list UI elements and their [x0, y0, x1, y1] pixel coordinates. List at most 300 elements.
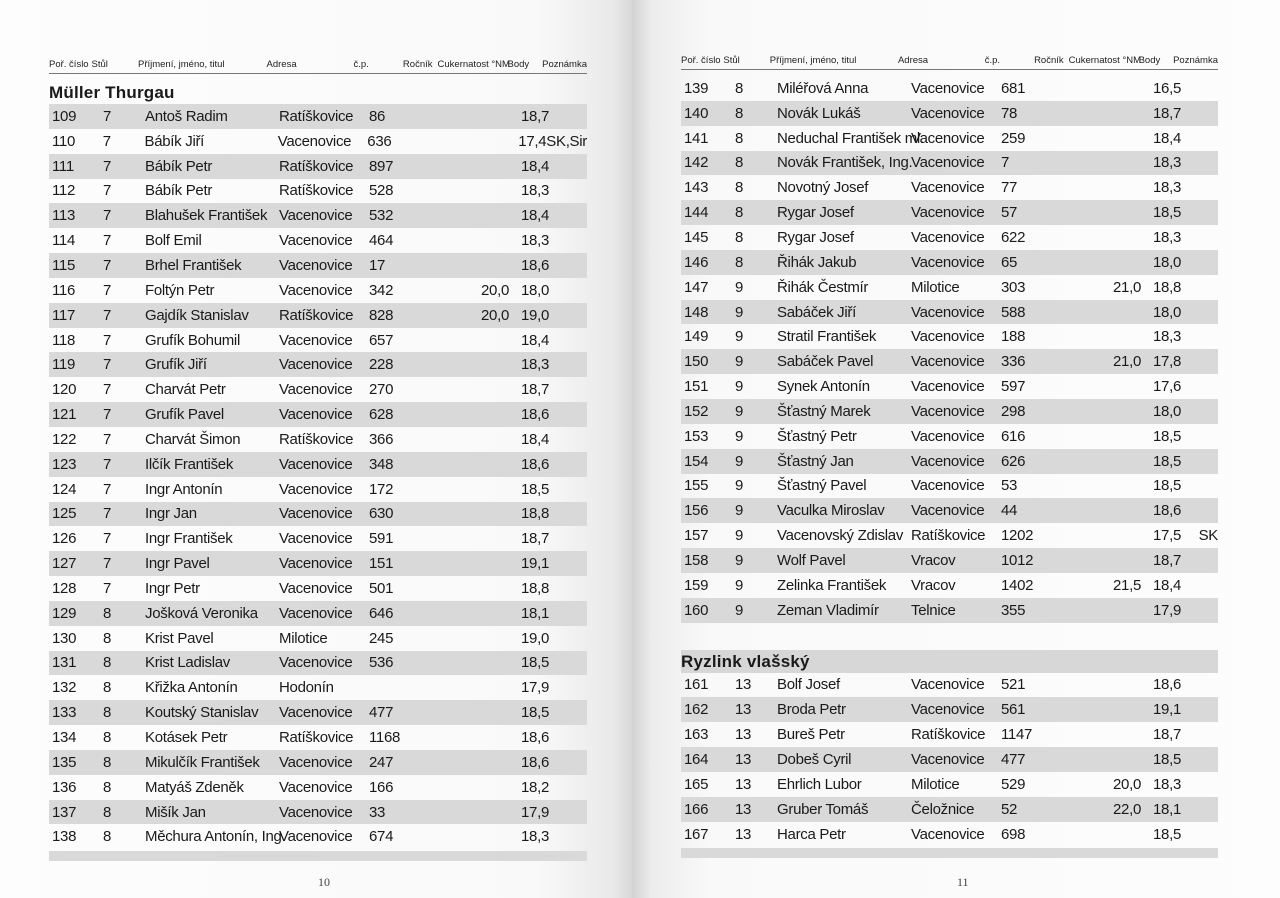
row-table: 7 [103, 356, 112, 374]
row-number: 165 [684, 775, 709, 793]
row-points: 18,5 [521, 704, 549, 722]
row-number: 154 [684, 452, 709, 470]
row-table: 8 [735, 253, 744, 271]
row-address: Vacenovice [911, 204, 985, 222]
row-name: Řihák Jakub [777, 253, 857, 271]
row-address: Čeložnice [911, 800, 975, 818]
row-table: 7 [102, 132, 111, 150]
row-number: 140 [684, 104, 709, 122]
table-row [49, 104, 587, 129]
row-points: 18,4 [521, 331, 549, 349]
row-points: 17,8 [1153, 353, 1181, 371]
row-sugar: 22,0 [1113, 800, 1141, 818]
row-points: 18,4 [521, 157, 549, 175]
row-number: 129 [52, 604, 77, 622]
table-row [49, 502, 587, 527]
row-name: Blahušek František [145, 207, 268, 225]
row-table: 8 [103, 629, 112, 647]
row-number: 137 [52, 803, 77, 821]
row-table: 8 [735, 204, 744, 222]
row-table: 8 [103, 753, 112, 771]
row-name: Novák Lukáš [777, 104, 861, 122]
row-address: Vacenovice [279, 455, 353, 473]
row-name: Grufík Jiří [145, 356, 207, 374]
row-name: Mišík Jan [145, 803, 206, 821]
row-name: Bábík Petr [145, 182, 213, 200]
row-address: Ratíškovice [279, 157, 354, 175]
header-note: Poznámka [1173, 55, 1218, 66]
row-table: 8 [103, 778, 112, 796]
row-name: Ingr František [145, 530, 233, 548]
table-row [681, 772, 1218, 797]
row-points: 18,7 [1153, 104, 1181, 122]
row-number: 157 [684, 527, 709, 545]
row-table: 7 [103, 381, 112, 399]
row-address: Ratíškovice [279, 306, 354, 324]
row-name: Šťastný Petr [777, 427, 857, 445]
row-table: 9 [735, 278, 744, 296]
row-name: Bureš Petr [777, 726, 845, 744]
table-row [49, 228, 587, 253]
row-cp: 628 [369, 406, 394, 424]
row-cp: 477 [1001, 751, 1026, 769]
row-points: 18,5 [521, 654, 549, 672]
table-row [681, 449, 1218, 474]
row-number: 152 [684, 402, 709, 420]
table-row [681, 548, 1218, 573]
header-table: Stůl [91, 59, 108, 70]
row-number: 150 [684, 353, 709, 371]
row-number: 145 [684, 228, 709, 246]
row-cp: 348 [369, 455, 394, 473]
header-year: Ročník [402, 59, 433, 70]
row-points: 18,5 [1153, 427, 1181, 445]
row-points: 19,1 [1153, 701, 1181, 719]
table-row [49, 278, 587, 303]
table-row [681, 797, 1218, 822]
column-header [49, 48, 587, 74]
row-table: 7 [103, 579, 112, 597]
row-points: 18,6 [1153, 676, 1181, 694]
row-number: 163 [684, 726, 709, 744]
row-address: Vacenovice [911, 228, 985, 246]
row-points: 18,6 [521, 729, 549, 747]
row-cp: 245 [369, 629, 394, 647]
row-name: Šťastný Jan [777, 452, 854, 470]
row-table: 9 [735, 576, 744, 594]
row-points: 17,5 [1153, 527, 1181, 545]
row-name: Stratil František [777, 328, 877, 346]
row-name: Bábík Jiří [144, 132, 205, 150]
page-number: 11 [957, 875, 969, 889]
row-address: Vacenovice [911, 303, 985, 321]
row-number: 133 [52, 704, 77, 722]
row-cp: 657 [369, 331, 394, 349]
table-row [49, 551, 587, 576]
row-table: 7 [103, 331, 112, 349]
row-points: 18,0 [521, 281, 549, 299]
row-points: 18,8 [521, 505, 549, 523]
row-points: 18,7 [521, 530, 549, 548]
row-points: 18,7 [1153, 726, 1181, 744]
section-title: Ryzlink vlašský [681, 650, 1218, 673]
row-address: Vacenovice [279, 828, 353, 846]
row-address: Vacenovice [279, 256, 353, 274]
row-name: Harca Petr [777, 825, 846, 843]
row-points: 18,5 [1153, 825, 1181, 843]
row-name: Wolf Pavel [777, 551, 846, 569]
row-cp: 1402 [1001, 576, 1034, 594]
table-row [49, 824, 587, 849]
row-address: Vacenovice [911, 253, 985, 271]
table-row [49, 800, 587, 825]
row-cp: 521 [1001, 676, 1026, 694]
row-points: 18,5 [1153, 452, 1181, 470]
row-address: Vacenovice [279, 381, 353, 399]
row-name: Broda Petr [777, 701, 846, 719]
row-number: 119 [52, 356, 76, 374]
row-number: 147 [684, 278, 709, 296]
row-number: 136 [52, 778, 77, 796]
row-cp: 355 [1001, 601, 1026, 619]
row-table: 7 [103, 232, 112, 250]
row-address: Hodonín [279, 679, 334, 697]
row-address: Vacenovice [911, 179, 985, 197]
row-cp: 897 [369, 157, 394, 175]
row-number: 138 [52, 828, 77, 846]
header-name: Příjmení, jméno, titul [137, 59, 225, 70]
row-cp: 501 [369, 579, 394, 597]
row-number: 144 [684, 204, 709, 222]
row-address: Vacenovice [911, 427, 985, 445]
bottom-strip [49, 851, 587, 861]
row-name: Rygar Josef [777, 204, 854, 222]
row-address: Vacenovice [911, 154, 985, 172]
row-table: 9 [735, 452, 744, 470]
row-cp: 57 [1001, 204, 1018, 222]
table-row [49, 154, 587, 179]
row-address: Vacenovice [279, 778, 353, 796]
row-points: 18,3 [1153, 228, 1181, 246]
row-table: 7 [103, 256, 112, 274]
row-cp: 616 [1001, 427, 1026, 445]
row-address: Telnice [911, 601, 956, 619]
row-table: 9 [735, 427, 744, 445]
row-name: Matyáš Zdeněk [145, 778, 244, 796]
row-number: 126 [52, 530, 77, 548]
table-row [681, 598, 1218, 623]
row-name: Šťastný Marek [777, 402, 871, 420]
header-address: Adresa [897, 55, 929, 66]
row-table: 9 [735, 551, 744, 569]
row-number: 128 [52, 579, 77, 597]
row-table: 7 [103, 555, 112, 573]
row-cp: 33 [369, 803, 386, 821]
row-points: 18,7 [521, 107, 549, 125]
row-address: Vacenovice [277, 132, 352, 150]
row-address: Vacenovice [911, 502, 985, 520]
row-name: Sabáček Pavel [777, 353, 874, 371]
row-number: 118 [52, 331, 76, 349]
row-number: 155 [684, 477, 709, 495]
row-address: Vacenovice [279, 356, 353, 374]
row-name: Foltýn Petr [145, 281, 215, 299]
left-page [0, 0, 632, 898]
table-row [49, 179, 587, 204]
row-table: 8 [103, 803, 112, 821]
row-name: Grufík Bohumil [145, 331, 240, 349]
section-title: Müller Thurgau [49, 83, 175, 102]
table-row [681, 275, 1218, 300]
table-row [681, 300, 1218, 325]
row-table: 7 [103, 505, 112, 523]
row-name: Brhel František [145, 256, 242, 274]
row-table: 8 [735, 228, 744, 246]
table-row [681, 349, 1218, 374]
row-cp: 17 [369, 256, 386, 274]
row-address: Milotice [911, 775, 960, 793]
row-note: SK [1198, 527, 1218, 545]
table-row [681, 747, 1218, 772]
row-points: 18,3 [1153, 154, 1181, 172]
row-number: 141 [684, 129, 709, 147]
row-cp: 828 [369, 306, 394, 324]
row-table: 9 [735, 328, 744, 346]
header-address: Adresa [266, 59, 297, 70]
row-table: 8 [103, 654, 112, 672]
row-table: 13 [735, 825, 752, 843]
row-cp: 626 [1001, 452, 1026, 470]
header-sugar: Cukernatost °NM [1068, 55, 1142, 66]
row-number: 162 [684, 701, 709, 719]
row-name: Krist Pavel [145, 629, 214, 647]
row-number: 156 [684, 502, 709, 520]
table-row [49, 377, 587, 402]
row-address: Vacenovice [911, 328, 985, 346]
row-number: 160 [684, 601, 709, 619]
row-points: 18,3 [1153, 328, 1181, 346]
row-address: Vacenovice [279, 232, 353, 250]
row-points: 18,8 [521, 579, 549, 597]
row-cp: 259 [1001, 129, 1026, 147]
row-points: 18,5 [1153, 477, 1181, 495]
row-cp: 528 [369, 182, 394, 200]
row-cp: 646 [369, 604, 394, 622]
row-name: Zelinka František [777, 576, 887, 594]
row-cp: 7 [1001, 154, 1010, 172]
row-address: Ratíškovice [911, 726, 986, 744]
row-number: 166 [684, 800, 709, 818]
row-name: Charvát Petr [145, 381, 226, 399]
table-body [681, 673, 1218, 847]
row-points: 18,3 [1153, 179, 1181, 197]
row-cp: 44 [1001, 502, 1018, 520]
row-points: 17,9 [1153, 601, 1181, 619]
table-body [681, 76, 1218, 623]
row-table: 8 [735, 179, 744, 197]
row-table: 13 [735, 701, 752, 719]
row-address: Vacenovice [279, 579, 353, 597]
row-table: 8 [735, 79, 744, 97]
row-name: Vacenovský Zdislav [777, 527, 904, 545]
row-points: 18,4 [521, 207, 549, 225]
row-table: 8 [103, 679, 112, 697]
row-name: Ehrlich Lubor [777, 775, 862, 793]
row-points: 18,5 [1153, 204, 1181, 222]
row-table: 7 [103, 157, 112, 175]
row-table: 7 [103, 281, 112, 299]
row-name: Ilčík František [145, 455, 234, 473]
row-name: Mikulčík František [145, 753, 260, 771]
row-number: 111 [52, 157, 74, 175]
row-table: 9 [735, 502, 744, 520]
row-address: Vacenovice [911, 701, 985, 719]
row-cp: 1147 [1001, 726, 1033, 744]
row-number: 123 [52, 455, 77, 473]
row-address: Vacenovice [279, 480, 353, 498]
table-row [49, 129, 587, 154]
row-points: 17,6 [1153, 378, 1181, 396]
row-address: Vacenovice [911, 104, 985, 122]
row-number: 125 [52, 505, 77, 523]
row-name: Novotný Josef [777, 179, 869, 197]
row-address: Vacenovice [911, 378, 985, 396]
row-cp: 622 [1001, 228, 1026, 246]
row-name: Krist Ladislav [145, 654, 231, 672]
row-number: 127 [52, 555, 77, 573]
table-row [49, 253, 587, 278]
table-row [681, 697, 1218, 722]
row-name: Ingr Jan [145, 505, 197, 523]
row-cp: 52 [1001, 800, 1018, 818]
row-cp: 188 [1001, 328, 1026, 346]
row-table: 8 [735, 154, 744, 172]
row-cp: 698 [1001, 825, 1026, 843]
row-table: 13 [735, 751, 752, 769]
row-cp: 1168 [369, 729, 401, 747]
row-points: 18,0 [1153, 253, 1181, 271]
row-name: Sabáček Jiří [777, 303, 856, 321]
row-address: Vacenovice [911, 129, 985, 147]
row-address: Vacenovice [279, 803, 353, 821]
row-address: Vacenovice [911, 825, 985, 843]
row-address: Vacenovice [279, 555, 353, 573]
row-table: 9 [735, 402, 744, 420]
table-row [681, 101, 1218, 126]
right-page [632, 0, 1280, 898]
row-number: 149 [684, 328, 709, 346]
row-points: 17,9 [521, 679, 549, 697]
table-row [681, 722, 1218, 747]
table-row [49, 651, 587, 676]
row-name: Novák František, Ing. [777, 154, 913, 172]
row-cp: 681 [1001, 79, 1026, 97]
row-number: 115 [52, 256, 76, 274]
row-name: Koutský Stanislav [145, 704, 259, 722]
row-table: 8 [103, 828, 112, 846]
row-name: Charvát Šimon [145, 430, 241, 448]
table-row [681, 523, 1218, 548]
row-address: Vacenovice [279, 505, 353, 523]
row-address: Ratíškovice [279, 430, 354, 448]
row-address: Vacenovice [911, 751, 985, 769]
row-cp: 65 [1001, 253, 1018, 271]
row-address: Milotice [911, 278, 960, 296]
row-table: 13 [735, 726, 752, 744]
row-name: Antoš Radim [145, 107, 228, 125]
row-number: 114 [52, 232, 76, 250]
table-row [681, 200, 1218, 225]
row-sugar: 20,0 [481, 281, 509, 299]
row-table: 9 [735, 477, 744, 495]
row-points: 18,1 [1153, 800, 1181, 818]
table-row [681, 498, 1218, 523]
row-points: 18,3 [521, 232, 549, 250]
row-cp: 77 [1001, 179, 1018, 197]
row-name: Ingr Antonín [145, 480, 223, 498]
row-number: 142 [684, 154, 709, 172]
header-points: Body [507, 59, 530, 70]
table-row [49, 700, 587, 725]
row-table: 7 [103, 182, 112, 200]
row-table: 7 [103, 207, 112, 225]
row-cp: 53 [1001, 477, 1018, 495]
row-table: 8 [103, 704, 112, 722]
row-points: 18,4 [1153, 129, 1181, 147]
row-points: 18,8 [1153, 278, 1181, 296]
table-row [49, 402, 587, 427]
table-row [49, 452, 587, 477]
row-address: Vacenovice [911, 452, 985, 470]
row-number: 135 [52, 753, 77, 771]
row-address: Vacenovice [279, 281, 353, 299]
row-table: 8 [735, 129, 744, 147]
row-cp: 86 [369, 107, 386, 125]
table-row [49, 675, 587, 700]
table-row [49, 328, 587, 353]
row-points: 18,1 [521, 604, 549, 622]
header-sugar: Cukernatost °NM [437, 59, 510, 70]
row-sugar: 20,0 [481, 306, 509, 324]
table-row [681, 250, 1218, 275]
table-row [49, 427, 587, 452]
row-address: Vacenovice [279, 753, 353, 771]
row-table: 9 [735, 303, 744, 321]
row-cp: 270 [369, 381, 394, 399]
row-cp: 561 [1001, 701, 1026, 719]
table-row [681, 474, 1218, 499]
row-number: 121 [52, 406, 77, 424]
row-address: Vacenovice [279, 704, 353, 722]
header-num: Poř. číslo [49, 59, 89, 70]
row-points: 18,6 [521, 256, 549, 274]
row-sugar: 21,0 [1113, 278, 1141, 296]
row-address: Ratíškovice [911, 527, 986, 545]
row-table: 7 [103, 480, 112, 498]
table-row [681, 126, 1218, 151]
row-points: 19,0 [521, 629, 549, 647]
left-table [49, 48, 587, 861]
row-number: 132 [52, 679, 77, 697]
row-number: 112 [52, 182, 76, 200]
row-cp: 536 [369, 654, 394, 672]
row-address: Vacenovice [911, 477, 985, 495]
row-name: Řihák Čestmír [777, 278, 869, 296]
header-year: Ročník [1034, 55, 1064, 66]
row-number: 117 [52, 306, 76, 324]
table-row [681, 822, 1218, 847]
row-address: Vacenovice [279, 654, 353, 672]
